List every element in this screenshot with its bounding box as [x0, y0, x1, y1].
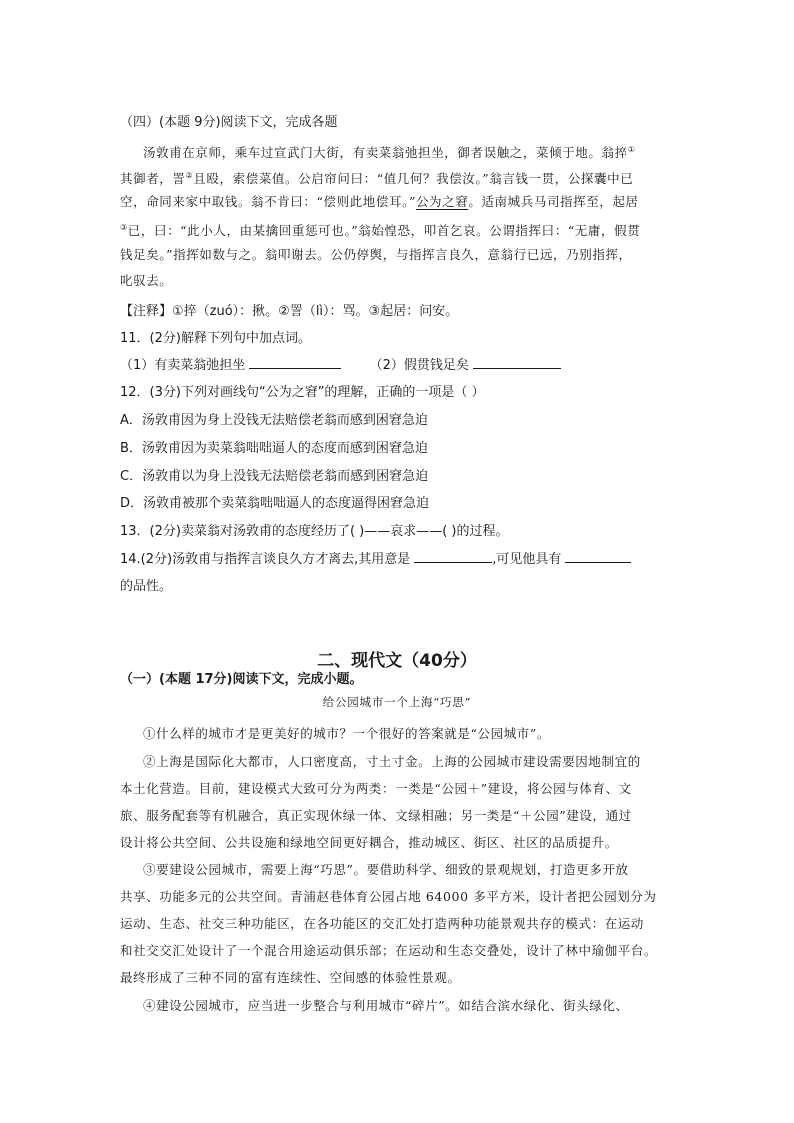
question-13: 13．(2分)卖菜翁对汤敦甫的态度经历了( )——哀求——( )的过程。	[120, 524, 509, 539]
article-para-3-line-2: 共享、功能多元的公共空间。青浦赵巷体育公园占地 64000 多平方米，设计者把公园划分为	[120, 889, 657, 904]
answer-blank-11-2[interactable]	[473, 356, 561, 369]
passage-line-2: 其御者，詈②且殴，索偿菜值。公启帘问曰：“值几何？我偿汝。”翁言钱一贯，公探囊中已	[120, 171, 634, 187]
article-para-2-line-4: 设计将公共空间、公共设施和绿地空间更好耦合，推动城区、街区、社区的品质提升。	[120, 835, 618, 850]
option-c: C．汤敦甫以为身上没钱无法赔偿老翁而感到困窘急迫	[120, 469, 429, 484]
underlined-sentence: 公为之窘	[415, 194, 469, 209]
article-para-3-line-1: ③要建设公园城市，需要上海“巧思”。要借助科学、细致的景观规划，打造更多开放	[143, 862, 629, 877]
article-para-2-line-3: 旅、服务配套等有机融合，真正实现休绿一体、文绿相融；另一类是“＋公园”建设，通过	[120, 808, 632, 823]
article-para-2-line-1: ②上海是国际化大都市，人口密度高，寸土寸金。上海的公园城市建设需要因地制宜的	[143, 754, 641, 769]
answer-blank-14-1[interactable]	[414, 550, 492, 563]
passage-line-5: 钱足矣。”指挥如数与之。翁叩谢去。公仍停舆，与指挥言良久，意翁行已远，乃别指挥，	[120, 247, 632, 262]
option-a: A．汤敦甫因为身上没钱无法赔偿老翁而感到困窘急迫	[120, 413, 428, 428]
article-para-3-line-3: 运动、生态、社交三种功能区，在各功能区的交汇处打造两种功能景观共存的模式：在运动	[120, 916, 645, 931]
answer-blank-11-1[interactable]	[249, 356, 341, 369]
modern-header: （一）(本题 17分)阅读下文，完成小题。	[120, 672, 363, 687]
passage-line-3: 空，命同来家中取钱。翁不肯曰：“偿则此地偿耳。”公为之窘。适南城兵马司指挥至，起居	[120, 194, 639, 209]
article-para-3-line-5: 最终形成了三种不同的富有连续性、空间感的体验性景观。	[120, 970, 461, 985]
section4-header: （四）(本题 9分)阅读下文，完成各题	[120, 115, 338, 130]
question-11-items: （1）有卖菜翁弛担坐 （2）假贯钱足矣	[120, 356, 676, 376]
article-para-4-line-1: ④建设公园城市，应当进一步整合与利用城市“碎片”。如结合滨水绿化、街头绿化、	[143, 998, 629, 1013]
question-12: 12．(3分)下列对画线句“公为之窘”的理解，正确的一项是（ ）	[120, 385, 485, 400]
article-para-3-line-4: 和社交交汇处设计了一个混合用途运动俱乐部；在运动和生态交叠处，设计了林中瑜伽平台。	[120, 943, 658, 958]
option-b: B．汤敦甫因为卖菜翁咄咄逼人的态度而感到困窘急迫	[120, 441, 428, 456]
section-title-modern: 二、现代文（40分）	[317, 651, 477, 671]
question-14: 14.(2分)汤敦甫与指挥言谈良久方才离去,其用意是 ,可见他具有	[120, 550, 676, 570]
passage-line-4: ③已，曰：“此小人，由某擒回重惩可也。”翁始惶恐，叩首乞哀。公谓指挥曰：“无庸，假贯	[120, 223, 641, 239]
passage-line-1: 汤敦甫在京师，乘车过宣武门大街，有卖菜翁弛担坐，御者误触之，菜倾于地。翁捽①	[143, 145, 636, 161]
annotation-note: 【注释】①捽（zuó）：揪。②詈（lì）：骂。③起居：问安。	[120, 304, 459, 319]
article-para-1: ①什么样的城市才是更美好的城市？一个很好的答案就是“公园城市”。	[143, 726, 550, 741]
passage-line-6: 叱驭去。	[120, 273, 173, 288]
question-14-end: 的品性。	[120, 579, 173, 594]
answer-blank-14-2[interactable]	[565, 550, 631, 563]
option-d: D．汤敦甫被那个卖菜翁咄咄逼人的态度逼得困窘急迫	[120, 496, 430, 511]
article-para-2-line-2: 本土化营造。目前，建设模式大致可分为两类：一类是“公园＋”建设，将公园与体育、文	[120, 781, 632, 796]
question-11: 11．(2分)解释下列句中加点词。	[120, 331, 311, 346]
article-title: 给公园城市一个上海“巧思”	[322, 695, 472, 709]
